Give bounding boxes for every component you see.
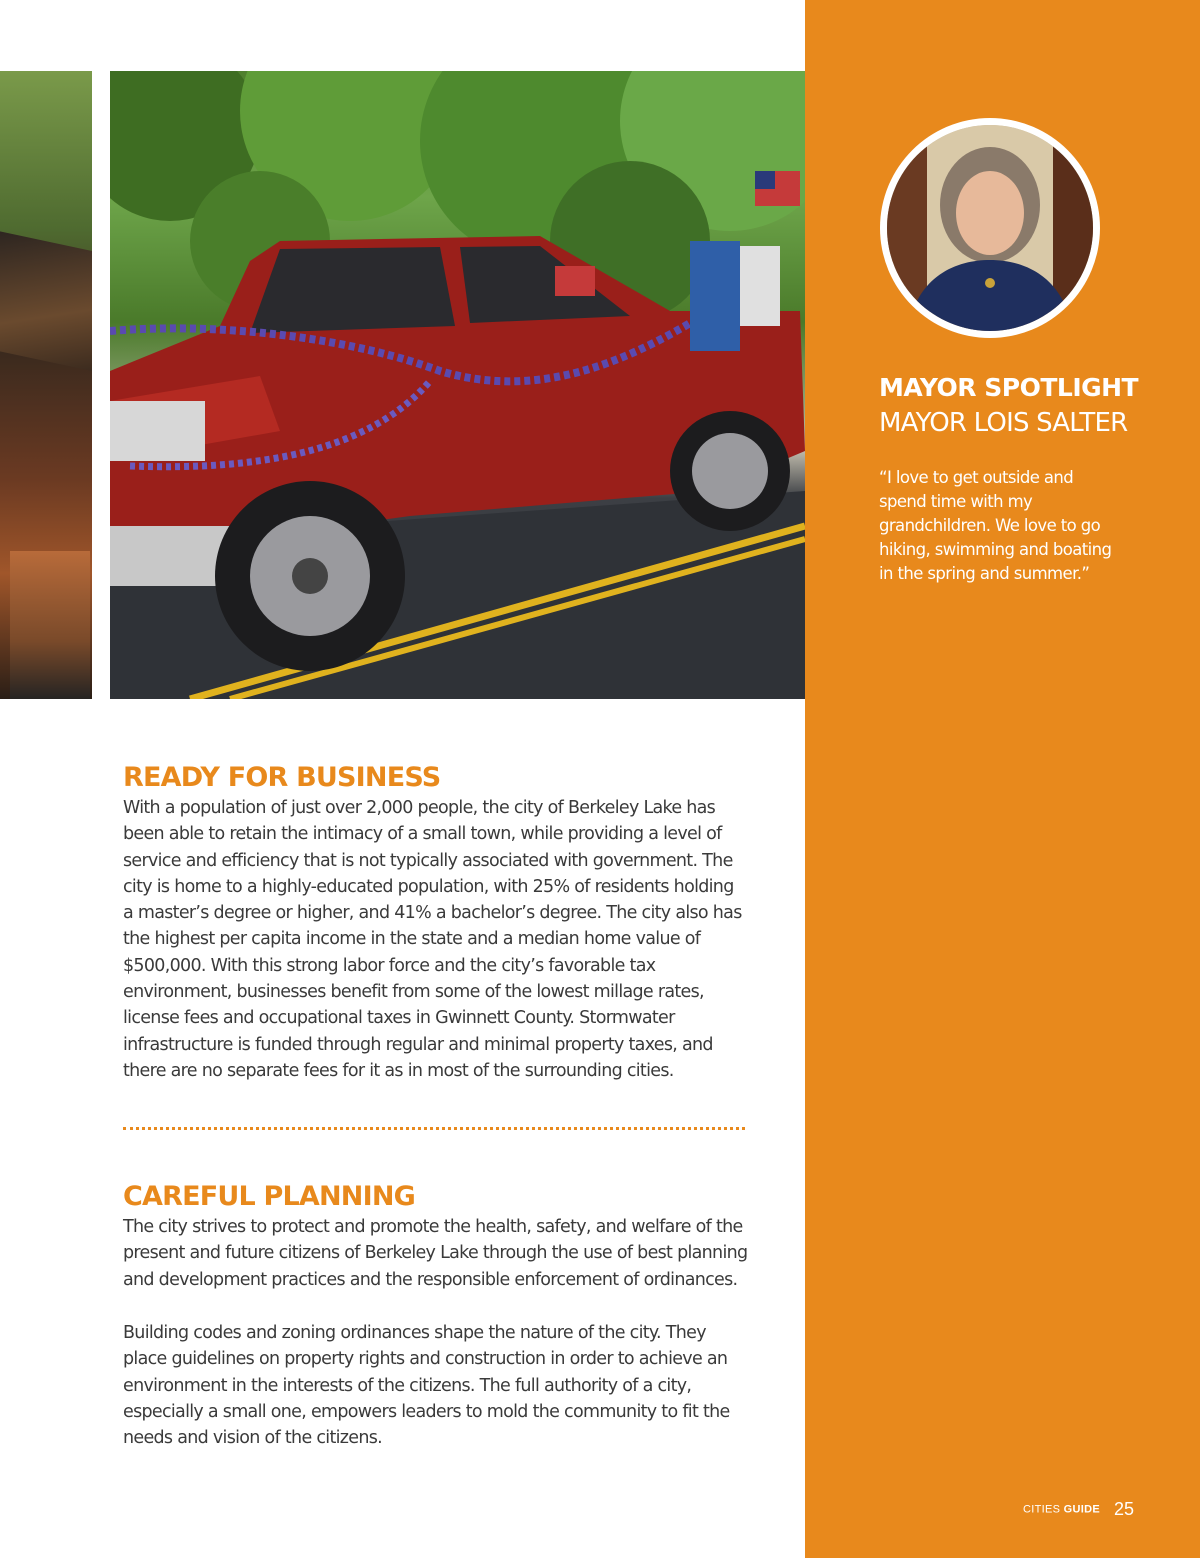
mayor-quote: “I love to get outside and spend time with my grandchildren. We love to go hiking, swimming and boating in the spring and summer.” <box>879 468 1112 583</box>
section-heading-ready-for-business: READY FOR BUSINESS <box>123 762 441 793</box>
section-heading-careful-planning: CAREFUL PLANNING <box>123 1181 416 1212</box>
parade-truck-photo <box>110 71 805 699</box>
section-paragraph: Building codes and zoning ordinances shape the nature of the city. They place guidelines on property rights and construction in order to achieve an environment in the interests of the citizens. The full authority of a city, especially a small one, empowers leaders to mold the community to fit the needs and vision of the citizens. <box>123 1323 730 1449</box>
page-footer <box>1023 1499 1134 1520</box>
mayor-portrait <box>880 118 1100 338</box>
section-paragraph: With a population of just over 2,000 people, the city of Berkeley Lake has been able to retain the intimacy of a small town, while providing a level of service and efficiency that is not typically associated with government. The city is home to a highly-educated population, with 25% of residents holding a master’s degree or higher, and 41% a bachelor’s degree. The city also has the highest per capita income in the state and a median home value of $500,000. With this strong labor force and the city’s favorable tax environment, businesses benefit from some of the lowest millage rates, license fees and occupational taxes in Gwinnett County. Stormwater infrastructure is funded through regular and minimal property taxes, and there are no separate fees for it as in most of the surrounding cities. <box>123 798 742 1081</box>
section-paragraph: The city strives to protect and promote the health, safety, and welfare of the present and future citizens of Berkeley Lake through the use of best planning and development practices and the responsible enforcement of ordinances. <box>123 1217 748 1290</box>
mayor-portrait-photo <box>887 125 1093 331</box>
left-photo <box>0 71 92 699</box>
spotlight-title: MAYOR SPOTLIGHT <box>879 373 1139 402</box>
dotted-divider <box>123 1127 745 1130</box>
footer-label: CITIES GUIDE <box>1023 1503 1100 1516</box>
mayor-name: MAYOR LOIS SALTER <box>879 408 1128 438</box>
page-number: 25 <box>1113 1499 1134 1519</box>
